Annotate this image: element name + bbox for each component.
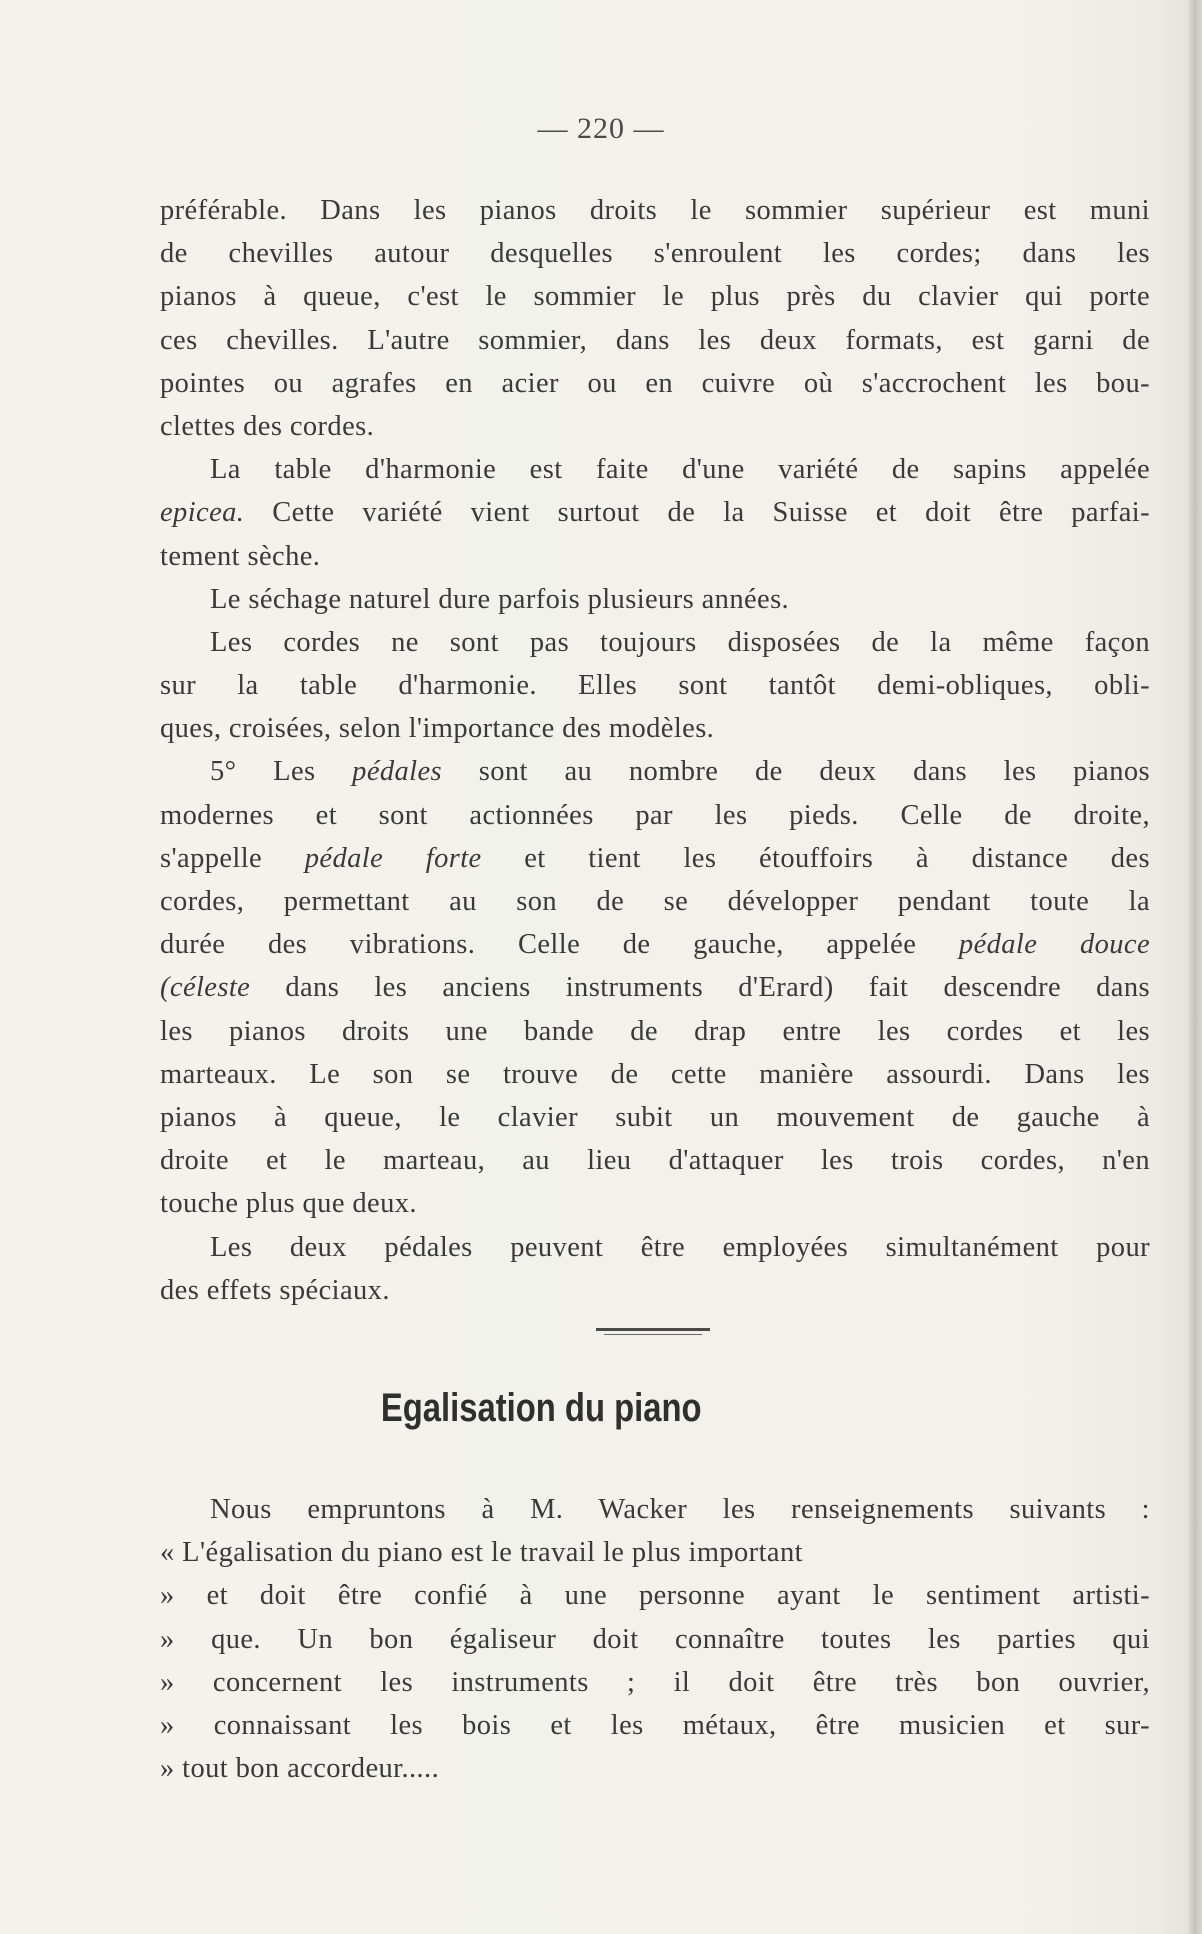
text-line — [160, 491, 1150, 534]
text-line — [160, 837, 1150, 880]
paragraph — [160, 1488, 1150, 1574]
text-run: modernes et sont actionnées par les pieds. Celle de droite, — [160, 799, 1150, 831]
text-line — [160, 319, 1150, 362]
text-line — [160, 923, 1150, 966]
text-run: ces chevilles. L'autre sommier, dans les deux formats, est garni de — [160, 324, 1150, 356]
text-line — [160, 578, 1150, 621]
text-line — [160, 1531, 1150, 1574]
body-text-bottom — [160, 1488, 1150, 1790]
text-line — [160, 750, 1150, 793]
text-run: pianos à queue, le clavier subit un mouvement de gauche à — [160, 1101, 1150, 1133]
text-run: préférable. Dans les pianos droits le sommier supérieur est muni — [160, 195, 1150, 226]
paragraph — [160, 750, 1150, 1225]
text-line — [160, 405, 1150, 448]
paragraph — [160, 448, 1150, 578]
paragraph — [160, 1226, 1150, 1312]
text-run: pianos à queue, c'est le sommier le plus près du clavier qui porte — [160, 281, 1150, 313]
text-run: pointes ou agrafes en acier ou en cuivre où s'accrochent les bou- — [160, 367, 1150, 399]
text-run: tement sèche. — [160, 540, 321, 572]
text-line — [160, 1704, 1150, 1747]
divider-rule-thin — [604, 1334, 702, 1335]
text-run: » tout bon accordeur..... — [160, 1753, 440, 1785]
text-line — [160, 275, 1150, 318]
paragraph — [160, 1574, 1150, 1790]
text-run: ques, croisées, selon l'importance des modèles. — [160, 713, 715, 745]
body-text-top — [160, 189, 1150, 1312]
italic-text: pédales — [352, 756, 443, 788]
text-run: Les deux pédales peuvent être employées simultanément pour — [210, 1231, 1150, 1263]
text-line — [160, 707, 1150, 750]
italic-text: (céleste — [160, 972, 251, 1004]
text-line — [160, 1226, 1150, 1269]
text-run: La table d'harmonie est faite d'une variété de sapins appelée — [210, 454, 1150, 486]
italic-text: epicea. — [160, 497, 245, 529]
text-run: s'appelle — [160, 842, 305, 874]
text-run: » que. Un bon égaliseur doit connaître toutes les parties qui — [160, 1623, 1150, 1655]
text-line — [160, 1747, 1150, 1790]
section-divider — [596, 1328, 710, 1336]
text-run: touche plus que deux. — [160, 1188, 417, 1220]
text-run: les pianos droits une bande de drap entre les cordes et les — [160, 1015, 1150, 1047]
text-line — [160, 794, 1150, 837]
text-run: marteaux. Le son se trouve de cette manière assourdi. Dans les — [160, 1058, 1150, 1090]
paragraph — [160, 621, 1150, 751]
text-line — [160, 664, 1150, 707]
section-heading: Egalisation du piano — [380, 1386, 702, 1430]
text-line — [160, 1053, 1150, 1096]
text-line — [160, 1488, 1150, 1531]
text-run: et tient les étouffoirs à distance des — [481, 842, 1150, 874]
text-line — [160, 1661, 1150, 1704]
text-run: droite et le marteau, au lieu d'attaquer les trois cordes, n'en — [160, 1145, 1150, 1177]
text-run: Le séchage naturel dure parfois plusieurs années. — [210, 583, 790, 615]
text-run: cordes, permettant au son de se développer pendant toute la — [160, 886, 1150, 917]
text-line — [160, 535, 1150, 578]
text-line — [160, 232, 1150, 275]
text-line — [160, 966, 1150, 1009]
text-line — [160, 1618, 1150, 1661]
text-run: sont au nombre de deux dans les pianos — [442, 756, 1150, 788]
paragraph — [160, 578, 1150, 621]
italic-text: pédale forte — [304, 842, 482, 874]
text-line — [160, 1096, 1150, 1139]
text-run: de chevilles autour desquelles s'enroulent les cordes; dans les — [160, 238, 1150, 270]
text-line — [160, 448, 1150, 491]
text-run: dans les anciens instruments d'Erard) fait descendre dans — [250, 972, 1150, 1004]
text-run: 5° Les — [210, 756, 353, 788]
text-line — [160, 621, 1150, 664]
divider-rule-thick — [596, 1328, 710, 1331]
text-run: des effets spéciaux. — [160, 1274, 390, 1306]
text-line — [160, 880, 1150, 923]
text-run: durée des vibrations. Celle de gauche, appelée — [160, 929, 959, 961]
page-number: — 220 — — [537, 112, 665, 145]
text-line — [160, 362, 1150, 405]
text-run: sur la table d'harmonie. Elles sont tantôt demi-obliques, obli- — [160, 670, 1150, 702]
text-run: « L'égalisation du piano est le travail le plus important — [160, 1537, 803, 1569]
text-line — [160, 1574, 1150, 1617]
text-line — [160, 1010, 1150, 1053]
text-run: Les cordes ne sont pas toujours disposées de la même façon — [210, 626, 1150, 658]
text-run: clettes des cordes. — [160, 410, 375, 442]
italic-text: pédale douce — [958, 929, 1150, 961]
text-line — [160, 1139, 1150, 1182]
text-run: » connaissant les bois et les métaux, être musicien et sur- — [160, 1709, 1150, 1741]
binding-edge — [1188, 0, 1202, 1934]
paragraph — [160, 189, 1150, 448]
text-run: » et doit être confié à une personne ayant le sentiment artisti- — [160, 1580, 1150, 1612]
text-line — [160, 1182, 1150, 1225]
text-run: » concernent les instruments ; il doit être très bon ouvrier, — [160, 1666, 1150, 1698]
text-line — [160, 1269, 1150, 1312]
text-run: Cette variété vient surtout de la Suisse et doit être parfai- — [244, 497, 1150, 529]
text-line — [160, 189, 1150, 232]
text-run: Nous empruntons à M. Wacker les renseignements suivants : — [210, 1494, 1150, 1525]
